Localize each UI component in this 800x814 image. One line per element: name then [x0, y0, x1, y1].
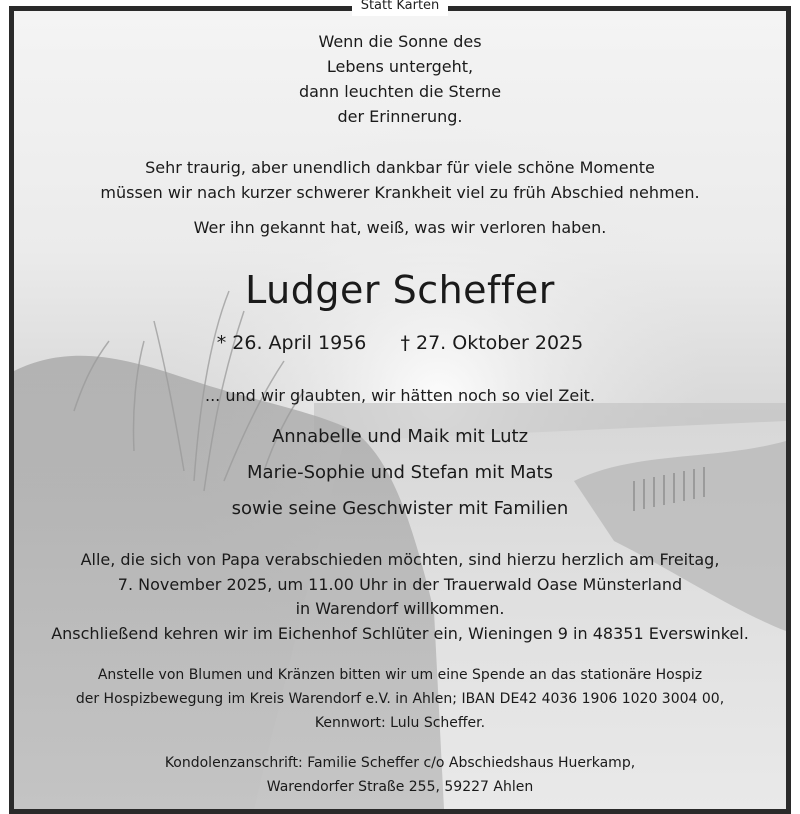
poem-line-2: Lebens untergeht, — [326, 57, 474, 76]
life-dates — [9, 332, 791, 354]
birth-date: * 26. April 1956 — [216, 332, 367, 354]
condolence-line-1: Kondolenzanschrift: Familie Scheffer c/o Abschiedshaus Huerkamp, — [164, 755, 636, 771]
mourner-line-2: Marie-Sophie und Stefan mit Mats — [247, 462, 553, 483]
mourner-line-3: sowie seine Geschwister mit Familien — [231, 498, 569, 519]
death-date: † 27. Oktober 2025 — [400, 332, 584, 354]
intro-line-2: müssen wir nach kurzer schwerer Krankheit viel zu früh Abschied nehmen. — [100, 183, 700, 202]
condolence-line-2: Warendorfer Straße 255, 59227 Ahlen — [266, 779, 534, 795]
saying: ... und wir glaubten, wir hätten noch so viel Zeit. — [204, 386, 595, 405]
quote: Wer ihn gekannt hat, weiß, was wir verloren haben. — [193, 218, 607, 237]
donation-line-3: Kennwort: Lulu Scheffer. — [314, 715, 486, 731]
donation-line-1: Anstelle von Blumen und Kränzen bitten wir um eine Spende an das stationäre Hospiz — [97, 667, 703, 683]
donation-line-2: der Hospizbewegung im Kreis Warendorf e.V. in Ahlen; IBAN DE42 4036 1906 1020 3004 00, — [75, 691, 725, 707]
farewell-line-2: 7. November 2025, um 11.00 Uhr in der Trauerwald Oase Münsterland — [117, 575, 683, 594]
intro-line-1: Sehr traurig, aber unendlich dankbar für viele schöne Momente — [145, 158, 655, 177]
poem-line-4: der Erinnerung. — [337, 107, 463, 126]
farewell-line-4: Anschließend kehren wir im Eichenhof Schlüter ein, Wieningen 9 in 48351 Everswinkel. — [51, 624, 749, 643]
beach-dunes-background — [14, 11, 786, 809]
farewell-line-3: in Warendorf willkommen. — [295, 599, 505, 618]
poem-line-1: Wenn die Sonne des — [318, 32, 482, 51]
deceased-name: Ludger Scheffer — [245, 268, 555, 312]
farewell-line-1: Alle, die sich von Papa verabschieden möchten, sind hierzu herzlich am Freitag, — [80, 550, 720, 569]
poem-line-3: dann leuchten die Sterne — [298, 82, 502, 101]
header-label: Statt Karten — [352, 0, 448, 16]
mourner-line-1: Annabelle und Maik mit Lutz — [271, 426, 529, 447]
